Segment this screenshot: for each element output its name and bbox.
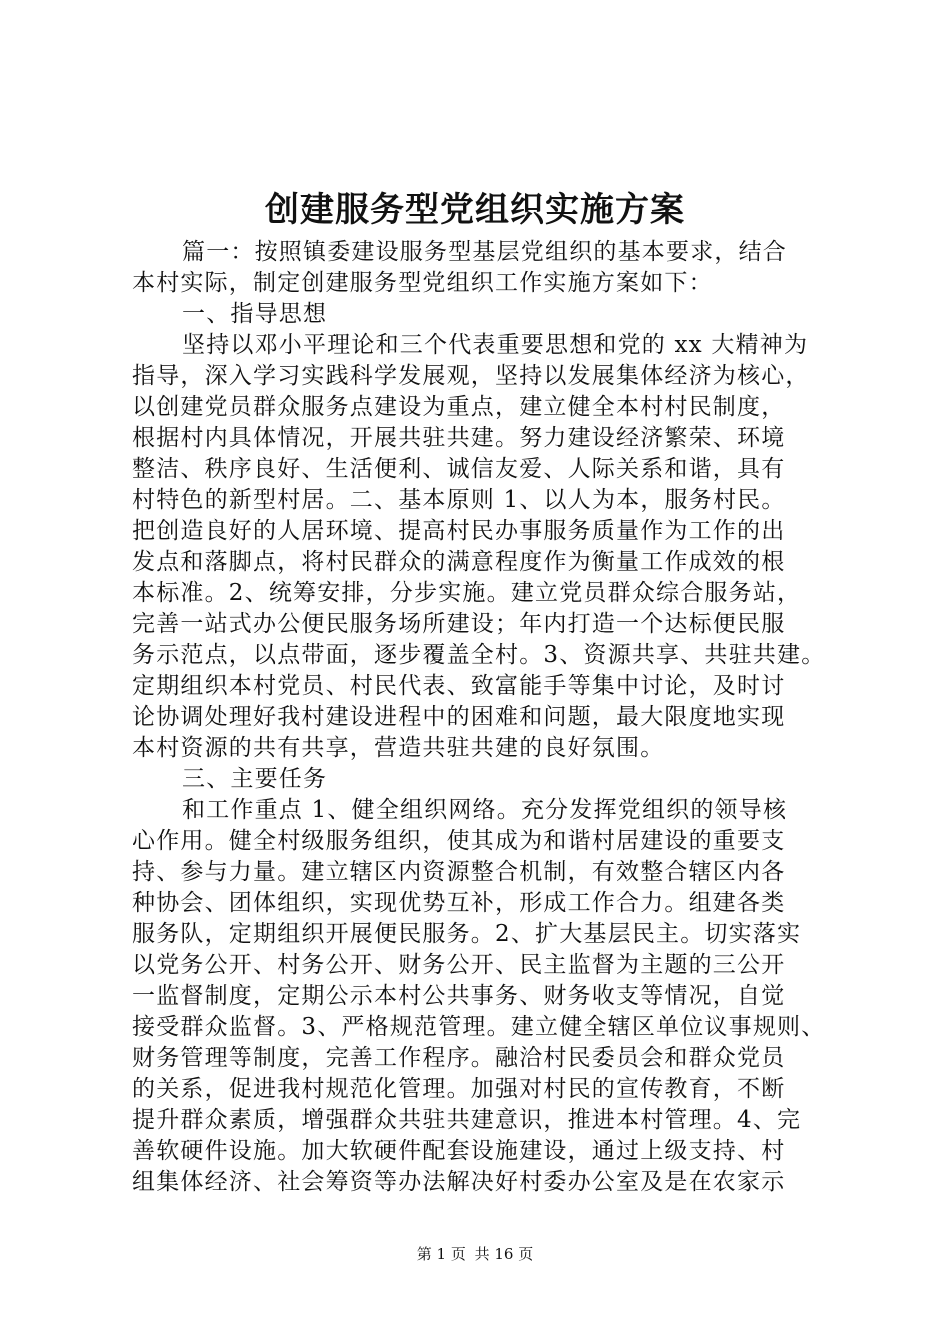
body-line: 坚持以邓小平理论和三个代表重要思想和党的 xx 大精神为 [182, 332, 809, 358]
body-line: 服务队，定期组织开展便民服务。2、扩大基层民主。切实落实 [132, 921, 802, 947]
body-line: 一监督制度，定期公示本村公共事务、财务收支等情况，自觉 [132, 983, 786, 1009]
body-line: 以党务公开、村务公开、财务公开、民主监督为主题的三公开 [132, 952, 786, 978]
body-line: 指导，深入学习实践科学发展观，坚持以发展集体经济为核心， [132, 363, 810, 389]
body-line: 定期组织本村党员、村民代表、致富能手等集中讨论，及时讨 [132, 673, 786, 699]
body-line: 把创造良好的人居环境、提高村民办事服务质量作为工作的出 [132, 518, 786, 544]
body-line: 根据村内具体情况，开展共驻共建。努力建设经济繁荣、环境 [132, 425, 786, 451]
body-line: 的关系，促进我村规范化管理。加强对村民的宣传教育，不断 [132, 1076, 786, 1102]
body-line: 种协会、团体组织，实现优势互补，形成工作合力。组建各类 [132, 890, 786, 916]
body-line: 本村资源的共有共享，营造共驻共建的良好氛围。 [132, 735, 665, 761]
body-line: 持、参与力量。建立辖区内资源整合机制，有效整合辖区内各 [132, 859, 786, 885]
body-line: 本标准。2、统筹安排，分步实施。建立党员群众综合服务站， [132, 580, 802, 606]
body-line: 务示范点，以点带面，逐步覆盖全村。3、资源共享、共驻共建。 [132, 642, 826, 668]
section-heading: 一、指导思想 [182, 301, 328, 327]
document-title: 创建服务型党组织实施方案 [265, 190, 685, 230]
body-line: 发点和落脚点，将村民群众的满意程度作为衡量工作成效的根 [132, 549, 786, 575]
body-line: 本村实际，制定创建服务型党组织工作实施方案如下： [132, 270, 713, 296]
body-line: 善软硬件设施。加大软硬件配套设施建设，通过上级支持、村 [132, 1138, 786, 1164]
body-line: 和工作重点 1、健全组织网络。充分发挥党组织的领导核 [182, 797, 788, 823]
page-number: 第 1 页 [416, 1245, 466, 1263]
body-line: 篇一：按照镇委建设服务型基层党组织的基本要求，结合 [182, 239, 787, 265]
page-total: 共 16 页 [474, 1245, 534, 1263]
body-line: 整洁、秩序良好、生活便利、诚信友爱、人际关系和谐，具有 [132, 456, 786, 482]
body-line: 财务管理等制度，完善工作程序。融洽村民委员会和群众党员 [132, 1045, 786, 1071]
body-line: 心作用。健全村级服务组织，使其成为和谐村居建设的重要支 [132, 828, 786, 854]
section-heading: 三、主要任务 [182, 766, 328, 792]
body-line: 提升群众素质，增强群众共驻共建意识，推进本村管理。4、完 [132, 1107, 802, 1133]
body-line: 完善一站式办公便民服务场所建设；年内打造一个达标便民服 [132, 611, 786, 637]
body-line: 以创建党员群众服务点建设为重点，建立健全本村村民制度， [132, 394, 786, 420]
body-line: 论协调处理好我村建设进程中的困难和问题，最大限度地实现 [132, 704, 786, 730]
body-line: 接受群众监督。3、严格规范管理。建立健全辖区单位议事规则、 [132, 1014, 826, 1040]
document-body [132, 237, 832, 1198]
page-footer [0, 1242, 950, 1266]
body-line: 组集体经济、社会筹资等办法解决好村委办公室及是在农家示 [132, 1169, 786, 1195]
body-line: 村特色的新型村居。二、基本原则 1、以人为本，服务村民。 [132, 487, 786, 513]
